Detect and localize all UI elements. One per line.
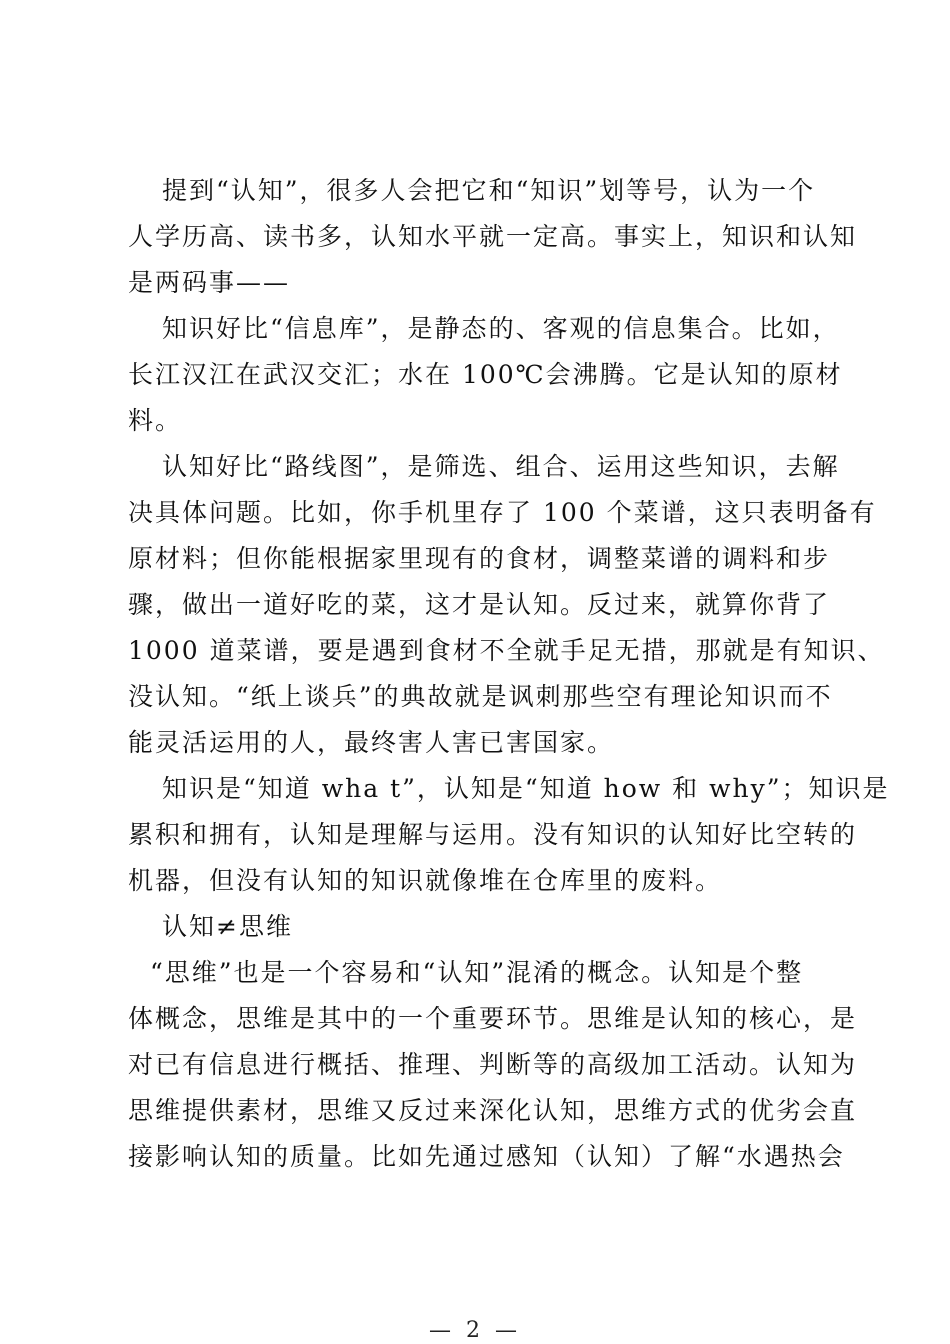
paragraph-5-line-3: 对已有信息进行概括、推理、判断等的高级加工活动。认知为	[128, 1050, 858, 1079]
paragraph-4-line-2: 累积和拥有，认知是理解与运用。没有知识的认知好比空转的	[128, 820, 858, 849]
paragraph-5-line-2: 体概念，思维是其中的一个重要环节。思维是认知的核心，是	[128, 1004, 858, 1033]
paragraph-3-line-2: 决具体问题。比如，你手机里存了 100 个菜谱，这只表明备有	[128, 498, 877, 527]
section-heading: 认知≠思维	[162, 912, 293, 941]
page-number: — 2 —	[429, 1318, 521, 1343]
paragraph-5-line-5: 接影响认知的质量。比如先通过感知（认知）了解“水遇热会	[128, 1142, 845, 1171]
paragraph-3-line-5: 1000 道菜谱，要是遇到食材不全就手足无措，那就是有知识、	[128, 636, 885, 665]
paragraph-1-line-2: 人学历高、读书多，认知水平就一定高。事实上，知识和认知	[128, 222, 858, 251]
paragraph-2-line-2: 长江汉江在武汉交汇；水在 100℃会沸腾。它是认知的原材	[128, 360, 843, 389]
paragraph-5-line-4: 思维提供素材，思维又反过来深化认知，思维方式的优劣会直	[128, 1096, 858, 1125]
paragraph-4-line-1: 知识是“知道 wha t”，认知是“知道 how 和 why”；知识是	[162, 774, 890, 803]
paragraph-4-line-3: 机器，但没有认知的知识就像堆在仓库里的废料。	[128, 866, 723, 895]
paragraph-1-line-3: 是两码事——	[128, 268, 291, 297]
paragraph-3-line-4: 骤，做出一道好吃的菜，这才是认知。反过来，就算你背了	[128, 590, 831, 619]
paragraph-3-line-6: 没认知。“纸上谈兵”的典故就是讽刺那些空有理论知识而不	[128, 682, 833, 711]
paragraph-1-line-1: 提到“认知”，很多人会把它和“知识”划等号，认为一个	[162, 176, 816, 205]
paragraph-3-line-1: 认知好比“路线图”，是筛选、组合、运用这些知识，去解	[162, 452, 840, 481]
paragraph-5-line-1: “思维”也是一个容易和“认知”混淆的概念。认知是个整	[150, 958, 804, 987]
document-body	[128, 168, 890, 1180]
paragraph-3-line-7: 能灵活运用的人，最终害人害已害国家。	[128, 728, 615, 757]
paragraph-3-line-3: 原材料；但你能根据家里现有的食材，调整菜谱的调料和步	[128, 544, 831, 573]
paragraph-2-line-3: 料。	[128, 406, 183, 435]
paragraph-2-line-1: 知识好比“信息库”，是静态的、客观的信息集合。比如，	[162, 314, 840, 343]
